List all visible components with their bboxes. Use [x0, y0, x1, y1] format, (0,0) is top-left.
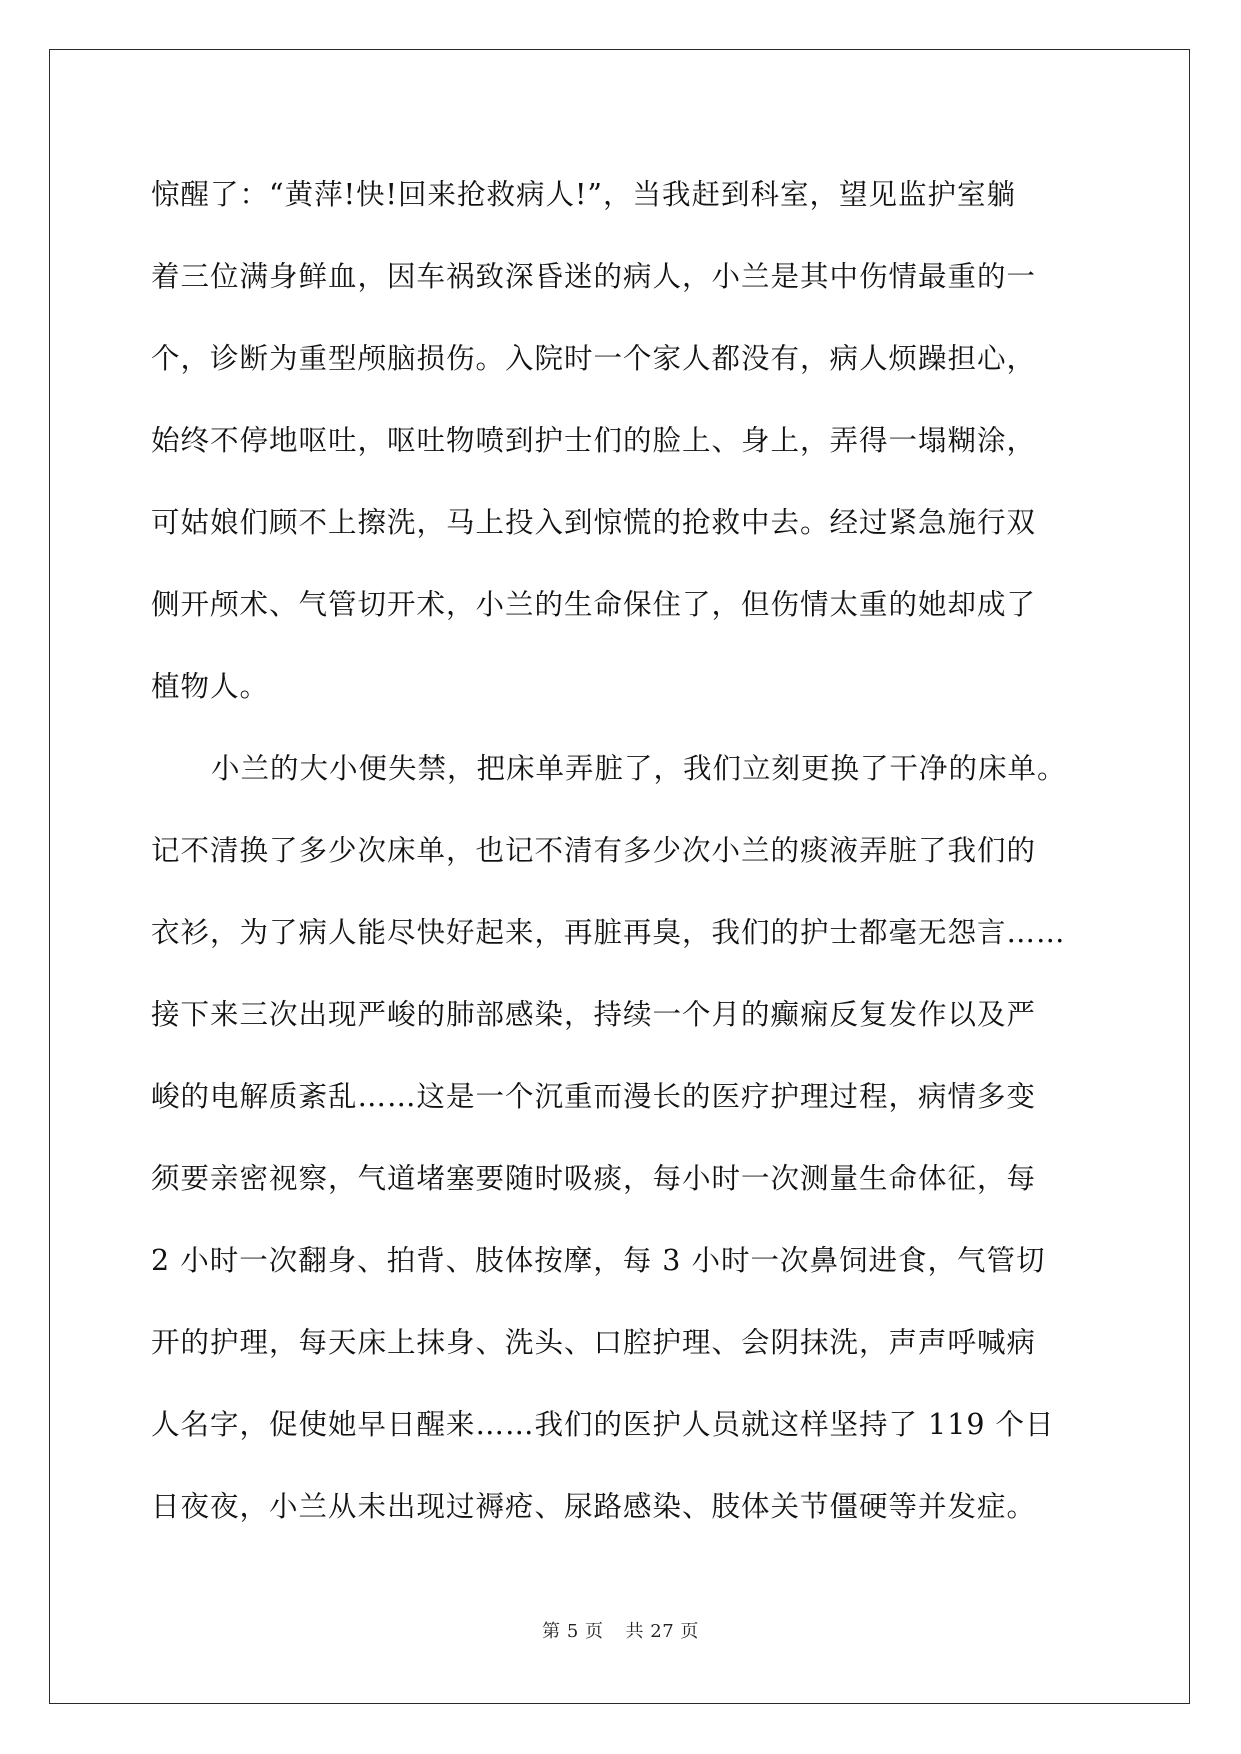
text-line: 植物人。 [151, 670, 270, 703]
text-line: 人名字，促使她早日醒来……我们的医护人员就这样坚持了 119 个日 [151, 1408, 1055, 1441]
text-line: 着三位满身鲜血，因车祸致深昏迷的病人，小兰是其中伤情最重的一 [151, 260, 1037, 293]
document-body [151, 166, 1091, 1560]
text-line: 开的护理，每天床上抹身、洗头、口腔护理、会阴抹洗，声声呼喊病 [151, 1326, 1037, 1359]
text-line: 惊醒了：“黄萍!快!回来抢救病人!”，当我赶到科室，望见监护室躺 [151, 178, 1017, 211]
text-line: 可姑娘们顾不上擦洗，马上投入到惊慌的抢救中去。经过紧急施行双 [151, 506, 1037, 539]
paragraph-start-line: 小兰的大小便失禁，把床单弄脏了，我们立刻更换了干净的床单。 [211, 752, 1067, 785]
text-line: 衣衫，为了病人能尽快好起来，再脏再臭，我们的护士都毫无怨言…… [151, 916, 1066, 949]
text-line: 始终不停地呕吐，呕吐物喷到护士们的脸上、身上，弄得一塌糊涂， [151, 424, 1037, 457]
text-line: 记不清换了多少次床单，也记不清有多少次小兰的痰液弄脏了我们的 [151, 834, 1037, 867]
text-line: 个，诊断为重型颅脑损伤。入院时一个家人都没有，病人烦躁担心， [151, 342, 1037, 375]
text-line: 侧开颅术、气管切开术，小兰的生命保住了，但伤情太重的她却成了 [151, 588, 1037, 621]
text-line: 接下来三次出现严峻的肺部感染，持续一个月的癫痫反复发作以及严 [151, 998, 1037, 1031]
text-line: 峻的电解质紊乱……这是一个沉重而漫长的医疗护理过程，病情多变 [151, 1080, 1037, 1113]
page-number: 第 5 页 [542, 1621, 604, 1642]
page-footer [0, 1617, 1241, 1643]
text-line: 须要亲密视察，气道堵塞要随时吸痰，每小时一次测量生命体征，每 [151, 1162, 1037, 1195]
text-line: 日夜夜，小兰从未出现过褥疮、尿路感染、肢体关节僵硬等并发症。 [151, 1490, 1037, 1523]
page-total: 共 27 页 [625, 1621, 699, 1642]
text-line: 2 小时一次翻身、拍背、肢体按摩，每 3 小时一次鼻饲进食，气管切 [151, 1244, 1046, 1277]
